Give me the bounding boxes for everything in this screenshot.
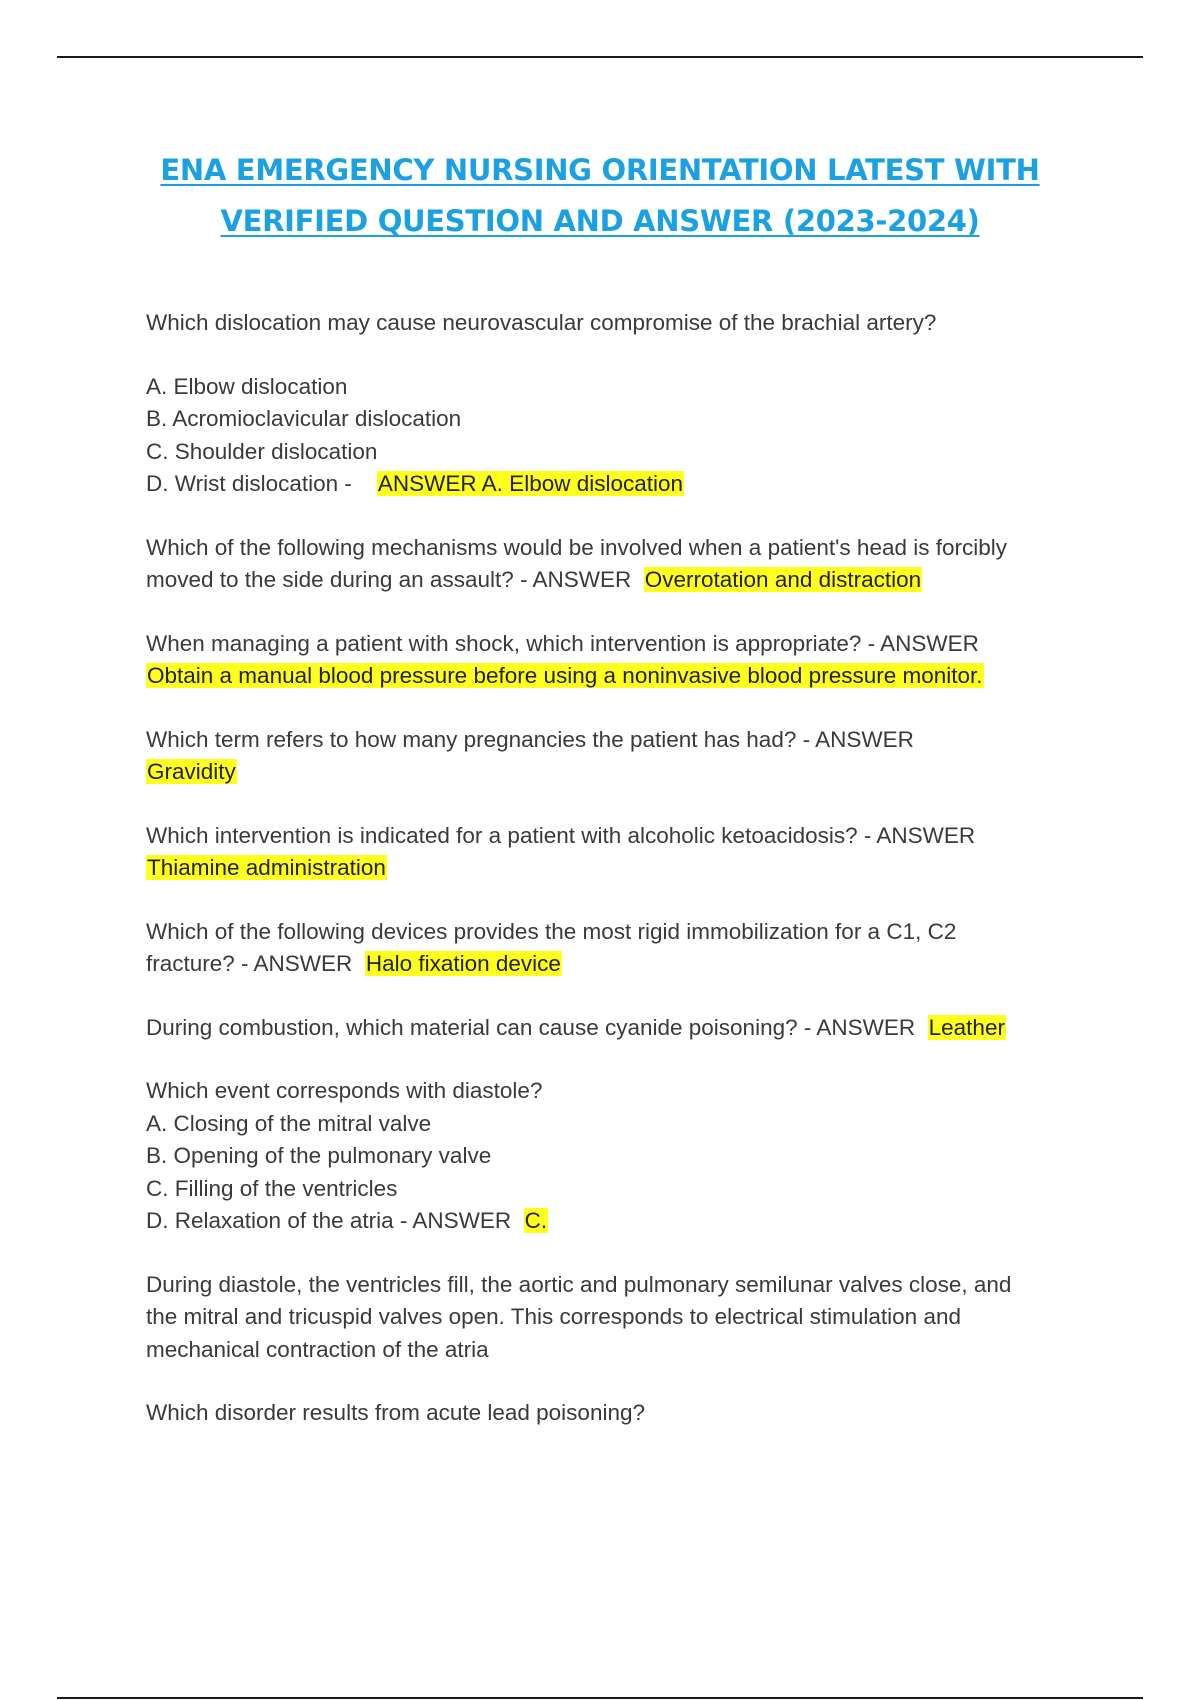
question-text: Which of the following devices provides the most rigid immobilization for a C1, C2	[146, 918, 957, 944]
question-text: When managing a patient with shock, which intervention is appropriate? - ANSWER	[146, 630, 979, 656]
explanation-line-1: During diastole, the ventricles fill, the aortic and pulmonary semilunar valves close, and	[146, 1271, 1012, 1297]
option-a: A. Closing of the mitral valve	[146, 1110, 432, 1136]
title-line-2: VERIFIED QUESTION AND ANSWER (2023-2024)	[220, 204, 980, 238]
explanation-block	[146, 1269, 1106, 1367]
option-d: D. Relaxation of the atria - ANSWER	[146, 1208, 512, 1233]
question-text: Which intervention is indicated for a patient with alcoholic ketoacidosis? - ANSWER	[146, 822, 976, 848]
question-block-1	[146, 307, 1106, 501]
question-answer-line	[146, 948, 1106, 981]
question-answer-line	[146, 564, 1106, 597]
footer-rule	[57, 1697, 1143, 1699]
option-d-line	[146, 468, 1106, 501]
question-text: Which disorder results from acute lead poisoning?	[146, 1400, 645, 1425]
answer-highlight: Overrotation and distraction	[644, 567, 922, 592]
question-text-cont: moved to the side during an assault? - ANSWER	[146, 567, 632, 592]
option-b: B. Acromioclavicular dislocation	[146, 406, 462, 431]
answer-highlight: Leather	[928, 1014, 1005, 1040]
option-b: B. Opening of the pulmonary valve	[146, 1143, 492, 1168]
answer-highlight: Halo fixation device	[365, 951, 561, 976]
question-block-7	[146, 1012, 1106, 1045]
explanation-line-3: mechanical contraction of the atria	[146, 1336, 489, 1362]
answer-highlight: Gravidity	[147, 759, 236, 784]
option-c: C. Shoulder dislocation	[146, 438, 378, 464]
question-block-5	[146, 820, 1106, 885]
question-text: During combustion, which material can cause cyanide poisoning? - ANSWER	[146, 1014, 916, 1040]
answer-line	[146, 660, 1106, 693]
question-text: Which event corresponds with diastole?	[146, 1078, 543, 1103]
answer-highlight: Thiamine administration	[147, 855, 386, 880]
question-text: Which term refers to how many pregnancies the patient has had? - ANSWER	[146, 726, 914, 752]
question-block-6	[146, 916, 1106, 981]
question-block-8	[146, 1075, 1106, 1238]
question-block-4	[146, 724, 1106, 789]
explanation-line-2: the mitral and tricuspid valves open. This corresponds to electrical stimulation and	[146, 1304, 961, 1329]
option-d: D. Wrist dislocation -	[146, 471, 352, 496]
question-answer-line	[146, 1012, 1106, 1045]
answer-highlight: C.	[524, 1208, 548, 1233]
qa-content	[146, 307, 1106, 1430]
option-a: A. Elbow dislocation	[146, 373, 348, 399]
document-title	[0, 145, 1200, 247]
answer-highlight: Obtain a manual blood pressure before using a noninvasive blood pressure monitor.	[147, 663, 983, 688]
option-c: C. Filling of the ventricles	[146, 1175, 398, 1201]
question-text-cont: fracture? - ANSWER	[146, 951, 353, 976]
title-line-1: ENA EMERGENCY NURSING ORIENTATION LATEST WITH	[160, 153, 1040, 187]
header-rule	[57, 56, 1143, 58]
answer-highlight: ANSWER A. Elbow dislocation	[377, 471, 684, 496]
question-block-3	[146, 628, 1106, 693]
question-text: Which of the following mechanisms would be involved when a patient's head is forcibly	[146, 534, 1007, 560]
question-block-2	[146, 532, 1106, 597]
option-d-line	[146, 1205, 1106, 1238]
question-block-9	[146, 1397, 1106, 1430]
question-text: Which dislocation may cause neurovascular compromise of the brachial artery?	[146, 310, 937, 335]
answer-line	[146, 756, 1106, 789]
answer-line	[146, 852, 1106, 885]
